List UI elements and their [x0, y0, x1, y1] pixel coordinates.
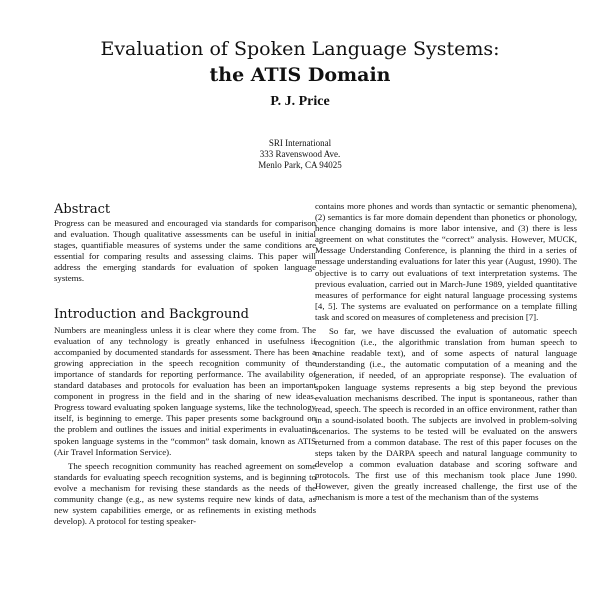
intro-paragraph-1: Numbers are meaningless unless it is clear where they come from. The evaluation of any technology is greatly enhanced in usefulness if accompanied by documented standards for assessment. There has been a growing appreciation in the speech recognition community of the importance of standards for reporting performance. The availability of standard databases and protocols for evaluation has been an important component in progress in the field and in the sharing of new ideas. Progress toward evaluating spoken language systems, like the technology itself, is beginning to emerge. This paper presents some background on the problem and outlines the issues and initial experiments in evaluating spoken language systems in the “common” task domain, known as ATIS (Air Travel Information Service).	[54, 324, 316, 457]
left-column	[54, 200, 316, 600]
right-column	[315, 201, 577, 600]
paper-title-line-2: the ATIS Domain	[209, 64, 391, 86]
right-paragraph-2: So far, we have discussed the evaluation of automatic speech recognition (i.e., the algorithmic translation from human speech to machine readable text), and of some aspects of natural language understanding (i.e., the automatic computation of a meaning and the generation, if needed, of an appropriate response). The evaluation of spoken language systems represents a big step beyond the previous evaluation mechanisms described. The input is spontaneous, rather than read, speech. The speech is recorded in an office environment, rather than in a sound-isolated booth. The subjects are involved in problem-solving scenarios. The systems to be tested will be evaluated on the answers returned from a common database. The rest of this paper focuses on the steps taken by the DARPA speech and natural language community to develop a common evaluation database and scoring software and protocols. The first use of this mechanism took place June 1990. However, given the greatly increased challenge, the first use of the mechanism is more a test of the mechanism than of the systems	[315, 326, 577, 503]
affiliation-city: Menlo Park, CA 94025	[258, 160, 342, 170]
abstract-text: Progress can be measured and encouraged via standards for comparison and evaluation. Though qualitative assessments can be useful in initial stages, quantifiable measures of systems under the same conditions are essential for comparing results and assessing claims. This paper will address the emerging standards for evaluation of spoken language systems.	[54, 218, 316, 284]
affiliation-street: 333 Ravenswood Ave.	[259, 149, 341, 159]
right-paragraph-1: contains more phones and words than syntactic or semantic phenomena), (2) semantics is far more domain dependent than phonetics or phonology, hence changing domains is more labor intensive, and (3) there is less agreement on what constitutes the “correct” analysis. However, MUCK, Message Understanding Conference, is planning the third in a series of message understanding evaluations for later this year (August, 1990). The objective is to carry out evaluations of text interpretation systems. The previous evaluation, carried out in March-June 1989, yielded quantitative measures of performance for eight natural language processing systems [4, 5]. The systems are evaluated on performance on a template filling task and scored on measures of completeness and precision [7].	[315, 201, 577, 322]
author-name: P. J. Price	[270, 94, 330, 109]
affiliation-org: SRI International	[268, 138, 332, 148]
introduction-heading: Introduction and Background	[54, 306, 249, 322]
intro-paragraph-2: The speech recognition community has reached agreement on some standards for evaluating speech recognition systems, and is beginning to evolve a mechanism for revising these standards as the needs of the community change (e.g., as new systems require new kinds of data, as new system capabilities emerge, or as refinements in existing methods develop). A protocol for testing speaker-	[54, 460, 316, 527]
abstract-heading: Abstract	[54, 202, 111, 217]
paper-title-line-1: Evaluation of Spoken Language Systems:	[100, 38, 500, 60]
